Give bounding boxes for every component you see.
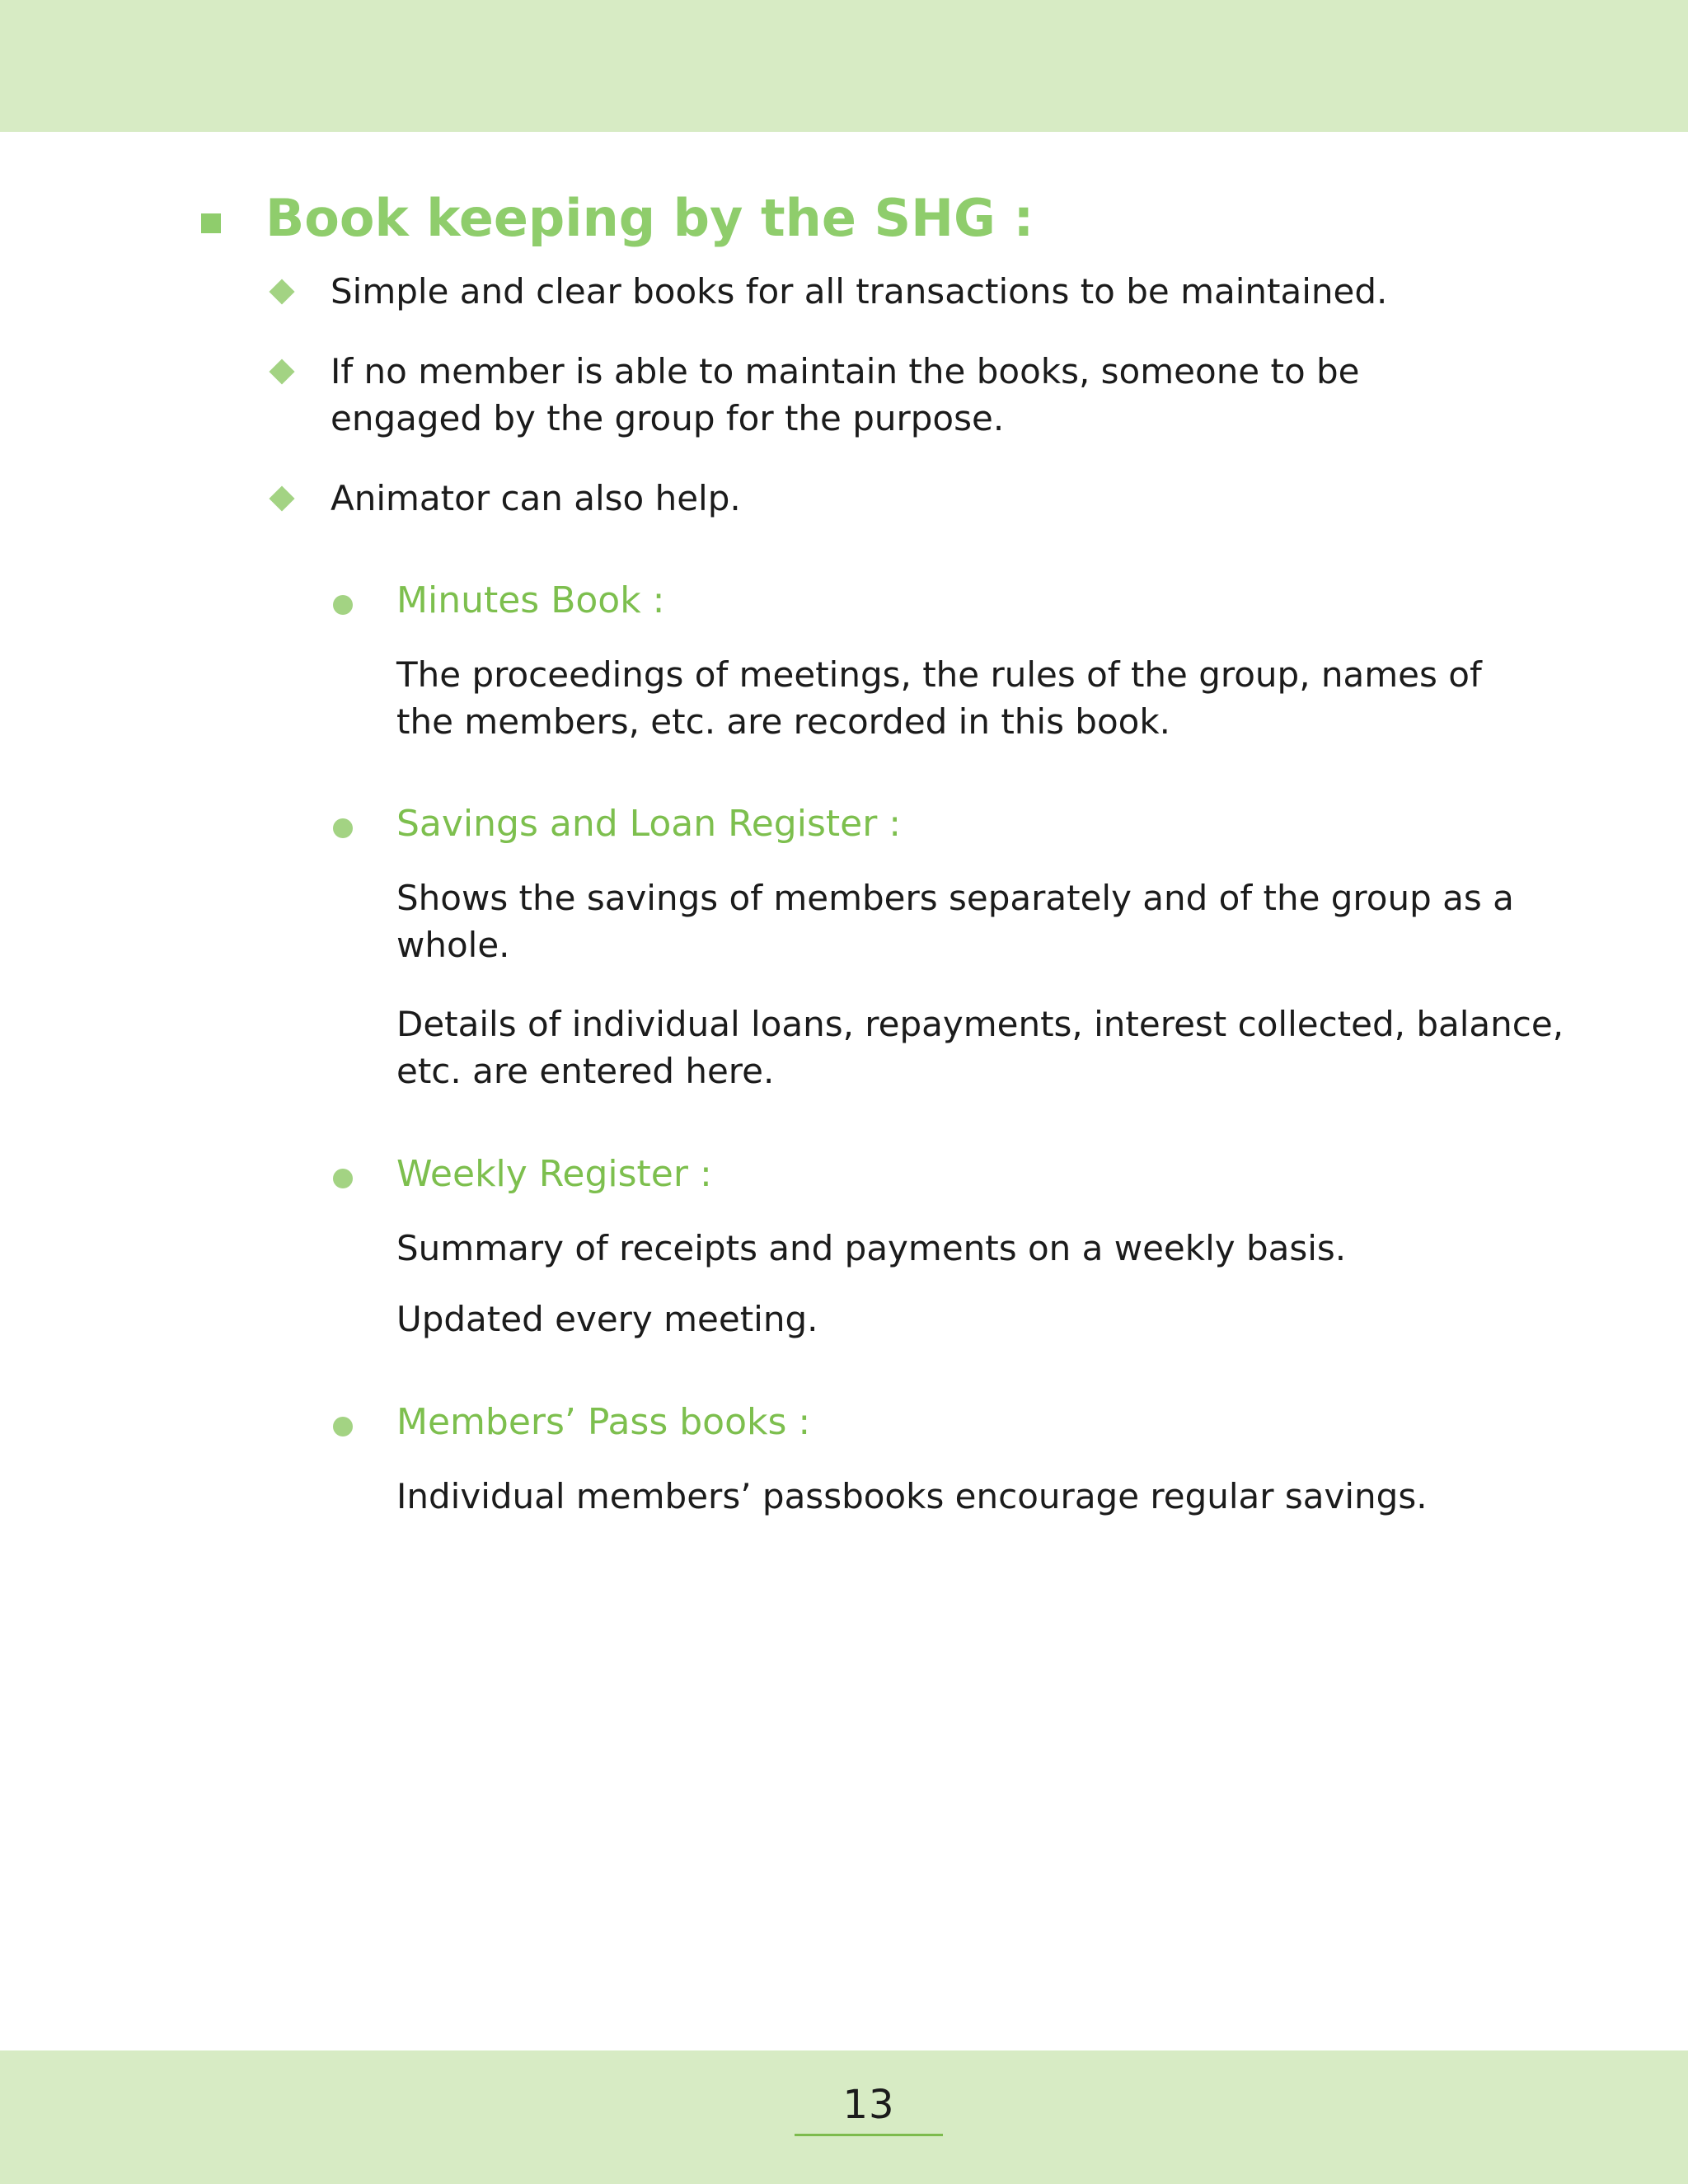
minutes-book-text-line-1: The proceedings of meetings, the rules of the group, names of — [396, 654, 1482, 695]
page-number-underline — [795, 2134, 943, 2136]
round-bullet-icon — [333, 1417, 353, 1436]
members-pass-books-text-line-1: Individual members’ passbooks encourage regular savings. — [396, 1476, 1428, 1516]
page-number: 13 — [842, 2082, 895, 2128]
members-pass-books-title: Members’ Pass books : — [396, 1401, 811, 1443]
header-band — [0, 0, 1688, 132]
savings-loan-text-line-1: Shows the savings of members separately and of the group as a — [396, 878, 1514, 918]
diamond-bullet-icon — [269, 359, 294, 384]
diamond-bullet-icon — [269, 485, 294, 511]
point-1-line-1: Simple and clear books for all transactions to be maintained. — [331, 271, 1388, 312]
savings-loan-text-line-3: Details of individual loans, repayments, interest collected, balance, — [396, 1004, 1564, 1044]
minutes-book-text-line-2: the members, etc. are recorded in this book. — [396, 701, 1171, 742]
savings-loan-text-line-2: whole. — [396, 925, 510, 965]
square-bullet-icon — [201, 213, 221, 233]
weekly-register-title: Weekly Register : — [396, 1153, 712, 1195]
round-bullet-icon — [333, 1169, 353, 1188]
weekly-register-text-line-1: Summary of receipts and payments on a weekly basis. — [396, 1228, 1347, 1268]
section-heading: Book keeping by the SHG : — [265, 188, 1034, 248]
point-2-line-1: If no member is able to maintain the books, someone to be — [331, 351, 1360, 391]
point-3-line-1: Animator can also help. — [331, 478, 741, 518]
savings-loan-register-title: Savings and Loan Register : — [396, 803, 902, 845]
round-bullet-icon — [333, 818, 353, 838]
minutes-book-title: Minutes Book : — [396, 579, 665, 621]
savings-loan-text-line-4: etc. are entered here. — [396, 1051, 775, 1091]
diamond-bullet-icon — [269, 279, 294, 304]
weekly-register-text-line-2: Updated every meeting. — [396, 1299, 818, 1339]
round-bullet-icon — [333, 595, 353, 615]
point-2-line-2: engaged by the group for the purpose. — [331, 398, 1005, 438]
